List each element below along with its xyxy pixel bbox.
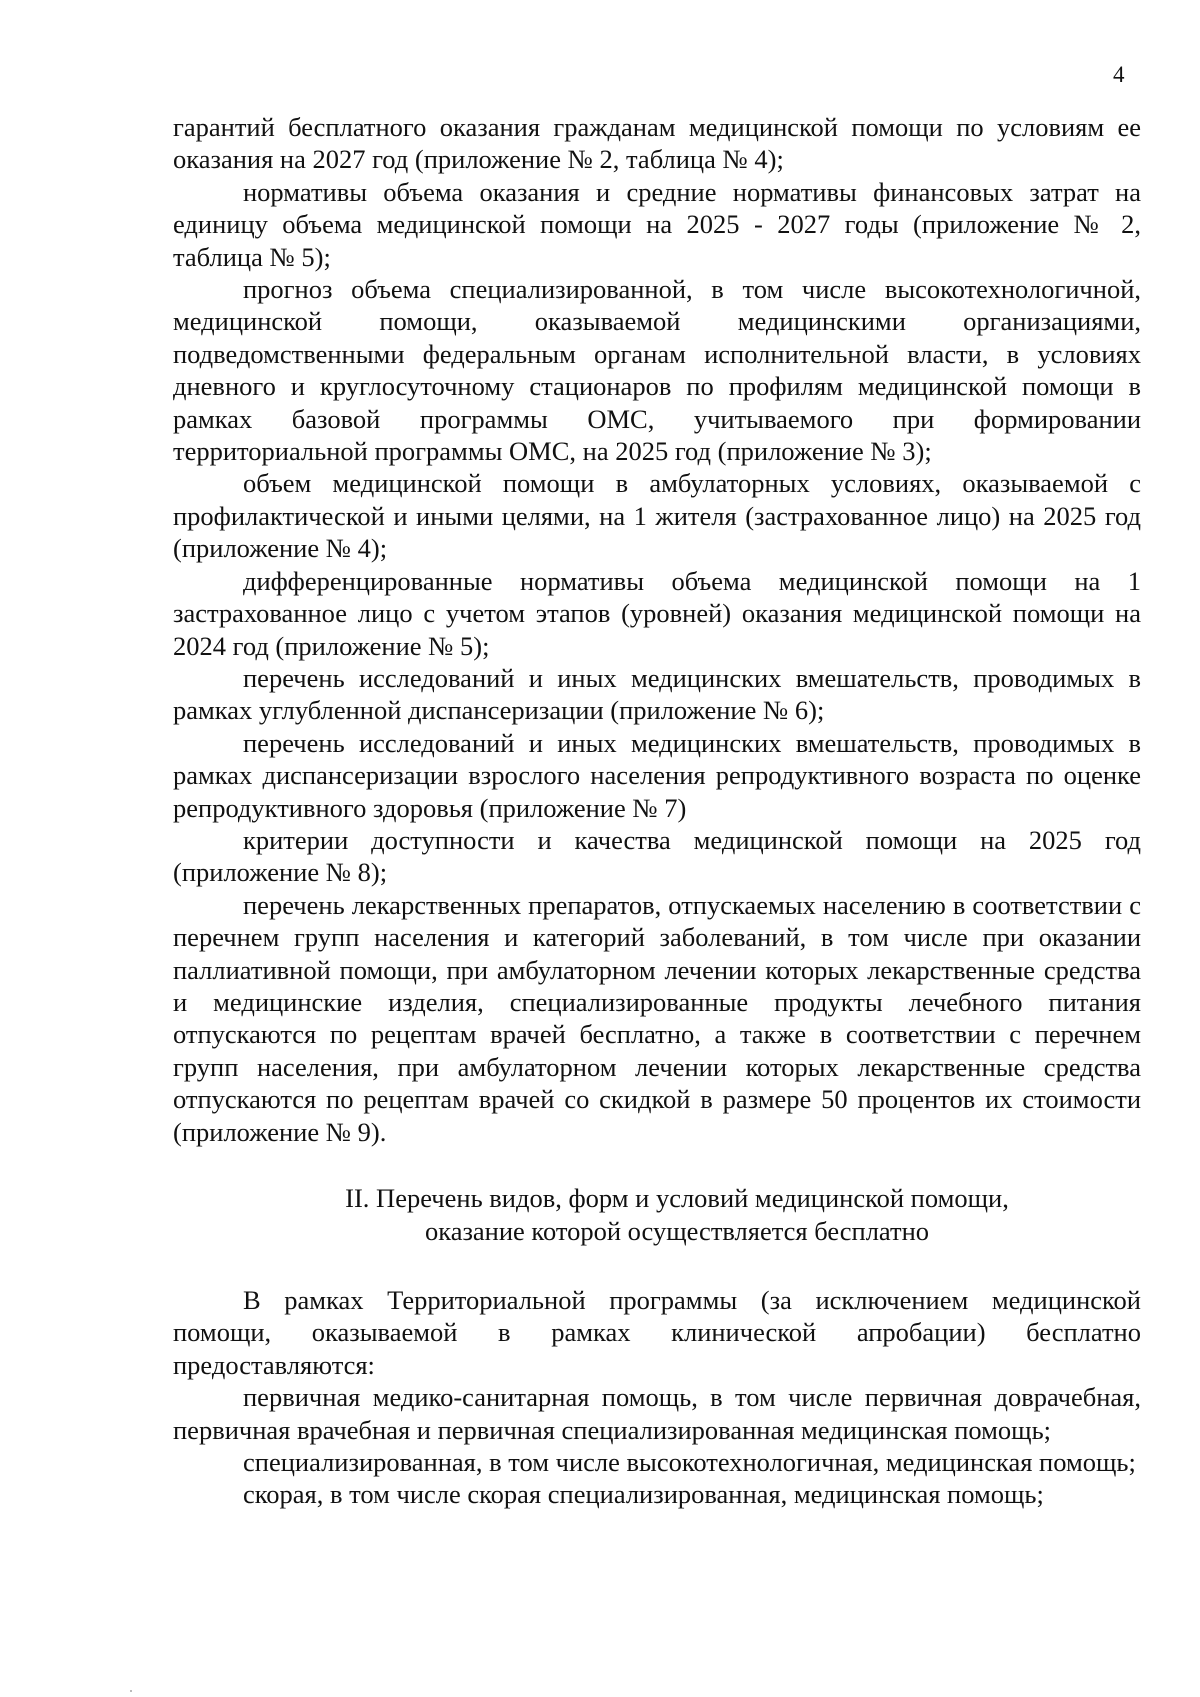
section-heading-line-1: II. Перечень видов, форм и условий медицинской помощи,	[345, 1183, 1009, 1213]
list-item-emergency-care: скорая, в том числе скорая специализированная, медицинская помощь;	[243, 1479, 1044, 1510]
paragraph-in-depth-screening: перечень исследований и иных медицинских вмешательств, проводимых в рамках углубленной диспансеризации (приложение № 6);	[173, 662, 1141, 726]
paragraph-volume-norms: нормативы объема оказания и средние нормативы финансовых затрат на единицу объема медицинской помощи на 2025 - 2027 годы (приложение № 2, таблица № 5);	[173, 176, 1141, 272]
paragraph-differentiated-norms: дифференцированные нормативы объема медицинской помощи на 1 застрахованное лицо с учетом этапов (уровней) оказания медицинской помощи на 2024 год (приложение № 5);	[173, 565, 1141, 661]
paragraph-guarantees-2027: гарантий бесплатного оказания гражданам медицинской помощи по условиям ее оказания на 2027 год (приложение № 2, таблица № 4);	[173, 112, 1141, 175]
paragraph-specialized-forecast: прогноз объема специализированной, в том числе высокотехнологичной, медицинской помощи, оказываемой медицинскими организациями, подведомственными федеральным органам исполнительной власти, в условиях дневного и круглосуточному стационаров по профилям медицинской помощи в рамках базовой программы ОМС, учитываемого при формировании территориальной программы ОМС, на 2025 год (приложение № 3);	[173, 274, 1141, 467]
paragraph-quality-criteria: критерии доступности и качества медицинской помощи на 2025 год (приложение № 8);	[173, 824, 1141, 888]
paragraph-ambulatory-volume: объем медицинской помощи в амбулаторных условиях, оказываемой с профилактической и иными целями, на 1 жителя (застрахованное лицо) на 2025 год (приложение № 4);	[173, 468, 1141, 564]
scan-artifact	[130, 1690, 132, 1692]
list-item-primary-care: первичная медико-санитарная помощь, в том числе первичная доврачебная, первичная врачебная и первичная специализированная медицинская помощь;	[173, 1382, 1141, 1445]
paragraph-reproductive-screening: перечень исследований и иных медицинских вмешательств, проводимых в рамках диспансеризации взрослого населения репродуктивного возраста по оценке репродуктивного здоровья (приложение № 7)	[173, 727, 1141, 823]
section-heading-line-2: оказание которой осуществляется бесплатно	[424, 1216, 930, 1246]
paragraph-drug-list: перечень лекарственных препаратов, отпускаемых населению в соответствии с перечнем групп населения и категорий заболеваний, в том числе при оказании паллиативной помощи, при амбулаторном лечении которых лекарственные средства и медицинские изделия, специализированные продукты лечебного питания отпускаются по рецептам врачей бесплатно, а также в соответствии с перечнем групп населения, при амбулаторном лечении которых лекарственные средства отпускаются по рецептам врачей со скидкой в размере 50 процентов их стоимости (приложение № 9).	[173, 889, 1141, 1147]
section-heading	[173, 1182, 1141, 1248]
paragraph-program-scope: В рамках Территориальной программы (за исключением медицинской помощи, оказываемой в рамках клинической апробации) бесплатно предоставляются:	[173, 1285, 1141, 1380]
list-item-specialized-care: специализированная, в том числе высокотехнологичная, медицинская помощь;	[243, 1447, 1136, 1478]
page-number: 4	[1113, 62, 1125, 87]
document-body	[173, 111, 1141, 1511]
